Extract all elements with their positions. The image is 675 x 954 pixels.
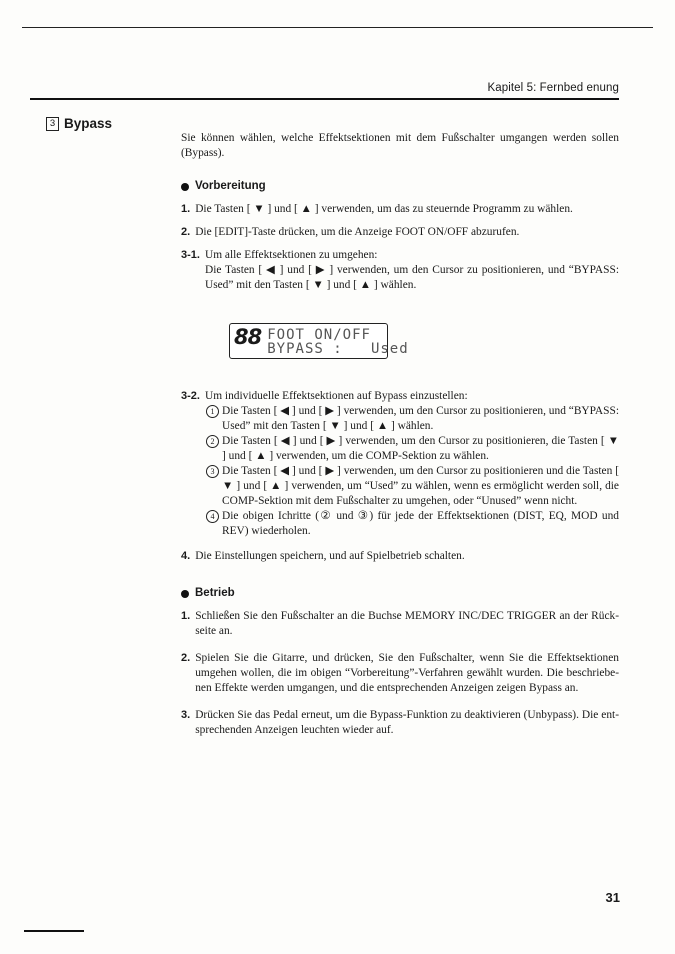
step-heading: Um individuelle Effektsektionen auf Bypass einzustellen: [204, 390, 468, 402]
step-body: Die Tasten [ ◀ ] und [ ▶ ] verwenden, um den Cursor zu positionieren, und “BYPASS: Used” mit den Tasten [ ▼ ] und [ ▲ ] wählen. [204, 264, 619, 291]
section-title-text: Bypass [64, 116, 113, 131]
substep-text: Die Tasten [ ◀ ] und [ ▶ ] verwenden, um den Cursor zu positionieren, und “BYPASS: Used” mit den Tasten [ ▼ ] und [ ▲ ] wählen. [222, 405, 619, 432]
corner-mark [24, 930, 84, 932]
step-text [205, 248, 619, 293]
chapter-header: Kapitel 5: Fernbed enung [487, 82, 619, 94]
substep-text: Die obigen Ichritte (② und ③) für jede der Effektsektionen (DIST, EQ, MOD und REV) wiederholen. [222, 510, 619, 537]
top-rule [22, 27, 653, 28]
step-text: Die Tasten [ ▼ ] und [ ▲ ] verwenden, um das zu steuernde Programm zu wählen. [195, 203, 573, 215]
substep-text: Die Tasten [ ◀ ] und [ ▶ ] verwenden, um den Cursor zu positionieren und die Tasten [ ▼ ] und [ ▲ ] verwenden, um “Used” zu wählen, wenn es ermöglicht werden soll, die COMP-Sektion mit dem Fußschalter zu umgehen, oder “Unused” wenn nicht. [222, 465, 619, 507]
lcd-line-1: FOOT ON/OFF [267, 327, 371, 343]
operation-step-1 [181, 609, 619, 639]
operation-heading-text: Betrieb [195, 587, 235, 599]
circled-number: 3 [206, 465, 219, 478]
step-text: Drücken Sie das Pedal erneut, um die Bypass-Funktion zu deaktivieren (Unbypass). Die ent-sprechenden Anzeigen leuchten wieder auf. [195, 709, 619, 736]
substep-text: Die Tasten [ ◀ ] und [ ▶ ] verwenden, um den Cursor zu positionieren, die Tasten [ ▼ ] und [ ▲ ] verwenden, um die COMP-Sektion zu wählen. [222, 435, 619, 462]
prep-step-1 [181, 202, 619, 217]
lcd-digits: 88 [234, 325, 262, 349]
prep-heading-text: Vorbereitung [195, 180, 266, 192]
main-content [181, 131, 619, 738]
prep-step-2 [181, 225, 619, 240]
substep-3 [206, 464, 619, 509]
substep-2 [206, 434, 619, 464]
lcd-rows [261, 324, 408, 358]
operation-heading [181, 586, 619, 601]
step-text: Die [EDIT]-Taste drücken, um die Anzeige FOOT ON/OFF abzurufen. [195, 226, 520, 238]
circled-number: 1 [206, 405, 219, 418]
prep-step-3-2 [181, 389, 619, 404]
operation-step-3 [181, 708, 619, 738]
operation-step-2 [181, 651, 619, 696]
step-number: 2. [181, 226, 191, 238]
page-number: 31 [605, 890, 620, 905]
section-number-box: 3 [46, 117, 59, 131]
step-number: 3. [181, 709, 191, 721]
step-text: Spielen Sie die Gitarre, und drücken, Sie den Fußschalter, wenn Sie die Effektsektionen umgehen wollen, die im obigen “Vorbereitung”-Verfahren gewählt wurden. Die beschriebe-nen Effekte werden umgangen, und die entsprechenden Anzeigen zeigen Bypass an. [195, 652, 619, 694]
step-text: Schließen Sie den Fußschalter an die Buchse MEMORY INC/DEC TRIGGER an der Rück-seite an. [195, 610, 619, 637]
circled-number: 4 [206, 510, 219, 523]
header-rule [30, 98, 619, 100]
bullet-dot-icon [181, 590, 189, 598]
intro-paragraph: Sie können wählen, welche Effektsektionen mit dem Fußschalter umgangen werden sollen (Bypass). [181, 132, 619, 159]
section-title [46, 116, 112, 131]
prep-step-4 [181, 549, 619, 564]
circled-number: 2 [206, 435, 219, 448]
step-number: 4. [181, 550, 191, 562]
step-number: 1. [181, 610, 191, 622]
bullet-dot-icon [181, 183, 189, 191]
lcd-display [229, 323, 409, 359]
lcd-line-2: BYPASS : Used [267, 341, 409, 357]
prep-heading [181, 179, 619, 194]
prep-step-3-1 [181, 248, 619, 293]
step-number: 3-1. [181, 249, 200, 261]
step-text: Die Einstellungen speichern, und auf Spielbetrieb schalten. [195, 550, 465, 562]
step-heading: Um alle Effektsektionen zu umgehen: [204, 249, 378, 261]
step-number: 2. [181, 652, 191, 664]
substep-4 [206, 509, 619, 539]
step-number: 1. [181, 203, 191, 215]
step-number: 3-2. [181, 390, 200, 402]
substep-1 [206, 404, 619, 434]
